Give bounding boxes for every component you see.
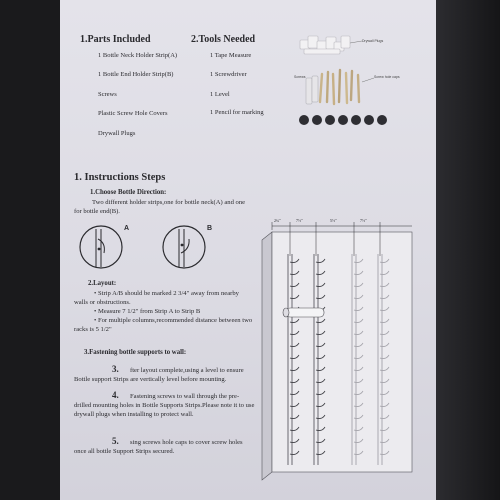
drywall-plugs-label: Drywall Plugs xyxy=(362,39,384,43)
layout-bullet: • Strip A/B should be marked 2 3/4" away from nearby walls or obstructions. xyxy=(74,290,239,306)
parts-photo xyxy=(292,22,422,132)
tools-item: 1 Level xyxy=(210,91,230,98)
caps-label: Screw hole caps xyxy=(374,75,400,79)
dimension-label: 7½" xyxy=(296,218,303,223)
background-edge xyxy=(436,0,500,500)
tools-item: 1 Screwdriver xyxy=(210,71,247,78)
screws-label: Screws xyxy=(294,75,306,79)
wall-rack-diagram xyxy=(256,210,416,480)
step-number: 4. xyxy=(112,390,119,400)
tools-item: 1 Pencil for marking xyxy=(210,109,264,116)
instructions-heading: 1. Instructions Steps xyxy=(74,172,166,183)
layout-bullet: • For multiple columns,recommended distance between two racks is 5 1/2" xyxy=(74,317,253,333)
parts-included-heading: 1.Parts Included xyxy=(80,34,151,45)
step-number: 5. xyxy=(112,436,119,446)
parts-item: Screws xyxy=(98,91,117,98)
layout-bullet: • Measure 7 1/2" from Strip A to Strip B xyxy=(94,308,201,315)
step-number: 3. xyxy=(112,364,119,374)
parts-item: Drywall Plugs xyxy=(98,130,136,137)
step-text: Fastening screws to wall through the pre-drilled mounting holes in Bottle Supports Strips.Please note it to use drywall plugs when installing to protect wall. xyxy=(74,393,255,418)
dimension-label: 5½" xyxy=(330,218,337,223)
parts-item: 1 Bottle Neck Holder Strip(A) xyxy=(98,52,178,59)
label-b: B xyxy=(207,225,213,232)
dimension-label: 2¾" xyxy=(274,218,281,223)
choose-direction-heading: 1.Choose Bottle Direction: xyxy=(90,189,167,196)
parts-item: 1 Bottle End Holder Strip(B) xyxy=(98,71,174,78)
parts-item: Plastic Screw Hole Covers xyxy=(98,110,168,117)
step-text: fter layout complete,using a level to ensure Bottle support Strips are vertically level before mounting. xyxy=(74,367,244,383)
fastening-heading: 3.Fastening bottle supports to wall: xyxy=(84,349,187,356)
choose-direction-text: Two different holder strips,one for bottle neck(A) and one for bottle end(B). xyxy=(74,199,246,215)
label-a: A xyxy=(124,225,130,232)
layout-heading: 2.Layout: xyxy=(88,280,117,287)
step-text: sing screws hole caps to cover screw holes once all bottle Support Strips secured. xyxy=(74,439,243,455)
tools-needed-heading: 2.Tools Needed xyxy=(191,34,256,45)
dimension-label: 7½" xyxy=(360,218,367,223)
direction-diagram xyxy=(76,223,226,273)
tools-item: 1 Tape Measure xyxy=(210,52,252,59)
instruction-sheet xyxy=(60,0,436,500)
